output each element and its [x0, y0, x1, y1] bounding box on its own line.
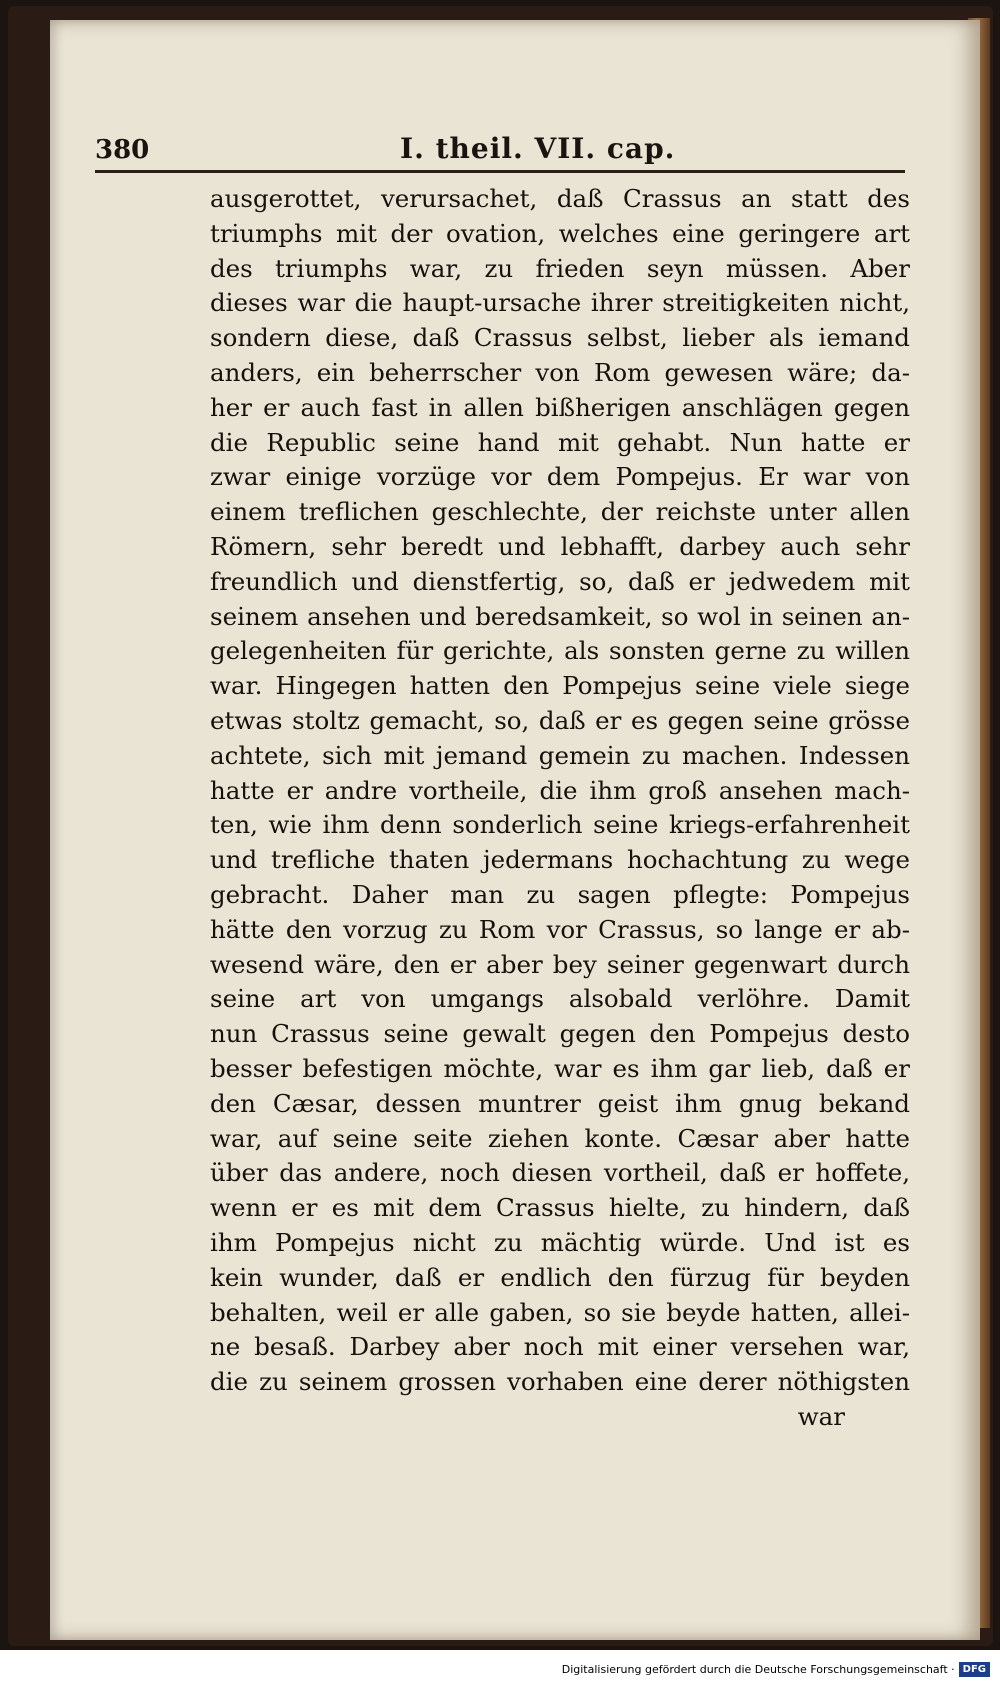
text-line: besser befestigen möchte, war es ihm gar lieb, daß er	[210, 1053, 910, 1083]
text-line: seinem ansehen und beredsamkeit, so wol in seinen an-	[210, 601, 910, 631]
header-rule	[95, 170, 905, 173]
text-line: war. Hingegen hatten den Pompejus seine viele siege	[210, 671, 910, 701]
page-number: 380	[95, 135, 150, 165]
text-line: seine art von umgangs alsobald verlöhre. Damit	[210, 984, 910, 1014]
page-header	[95, 125, 905, 165]
text-line: her er auch fast in allen bißherigen anschlägen gegen	[210, 392, 910, 422]
text-line: den Cæsar, dessen muntrer geist ihm gnug bekand	[210, 1088, 910, 1118]
text-line: über das andere, noch diesen vortheil, daß er hoffete,	[210, 1158, 910, 1188]
digitization-credit	[0, 1652, 1000, 1687]
text-line: behalten, weil er alle gaben, so sie beyde hatten, allei-	[210, 1297, 910, 1327]
text-line: ne besaß. Darbey aber noch mit einer versehen war,	[210, 1332, 910, 1362]
catchword: war	[797, 1401, 845, 1431]
text-line: gelegenheiten für gerichte, als sonsten gerne zu willen	[210, 636, 910, 666]
text-line: achtete, sich mit jemand gemein zu machen. Indessen	[210, 740, 910, 770]
text-line: gebracht. Daher man zu sagen pflegte: Pompejus	[210, 879, 910, 909]
text-line: Römern, sehr beredt und lebhafft, darbey auch sehr	[210, 531, 910, 561]
text-line: einem treflichen geschlechte, der reichste unter allen	[210, 497, 910, 527]
running-head: I. theil. VII. cap.	[400, 132, 676, 165]
text-line: und trefliche thaten jedermans hochachtung zu wege	[210, 845, 910, 875]
text-line: ihm Pompejus nicht zu mächtig würde. Und ist es	[210, 1227, 910, 1257]
text-line: kein wunder, daß er endlich den fürzug für beyden	[210, 1262, 910, 1292]
text-line: etwas stoltz gemacht, so, daß er es gegen seine grösse	[210, 705, 910, 735]
text-line: ausgerottet, verursachet, daß Crassus an statt des	[210, 184, 910, 213]
text-line: freundlich und dienstfertig, so, daß er jedwedem mit	[210, 566, 910, 596]
text-line: anders, ein beherrscher von Rom gewesen wäre; da-	[210, 357, 910, 387]
credit-text: Digitalisierung gefördert durch die Deutsche Forschungsgemeinschaft ·	[561, 1663, 955, 1676]
text-line: zwar einige vorzüge vor dem Pompejus. Er war von	[210, 462, 910, 492]
text-line: nun Crassus seine gewalt gegen den Pompejus desto	[210, 1019, 910, 1049]
text-line: triumphs mit der ovation, welches eine geringere art	[210, 218, 910, 248]
text-line: hätte den vorzug zu Rom vor Crassus, so lange er ab-	[210, 914, 910, 944]
text-line: die Republic seine hand mit gehabt. Nun hatte er	[210, 427, 910, 457]
text-line: war, auf seine seite ziehen konte. Cæsar aber hatte	[210, 1123, 910, 1153]
text-line: dieses war die haupt-ursache ihrer streitigkeiten nicht,	[210, 288, 910, 318]
text-line: wenn er es mit dem Crassus hielte, zu hindern, daß	[210, 1193, 910, 1223]
text-line: des triumphs war, zu frieden seyn müssen. Aber	[210, 253, 910, 283]
text-line: die zu seinem grossen vorhaben eine derer nöthigsten	[210, 1367, 910, 1397]
text-line: ten, wie ihm denn sonderlich seine kriegs-erfahrenheit	[210, 810, 910, 840]
text-line: wesend wäre, den er aber bey seiner gegenwart durch	[210, 949, 910, 979]
text-line: hatte er andre vortheile, die ihm groß ansehen mach-	[210, 775, 910, 805]
text-line: sondern diese, daß Crassus selbst, lieber als iemand	[210, 323, 910, 353]
dfg-logo: DFG	[959, 1662, 990, 1677]
body-text	[210, 182, 910, 1435]
